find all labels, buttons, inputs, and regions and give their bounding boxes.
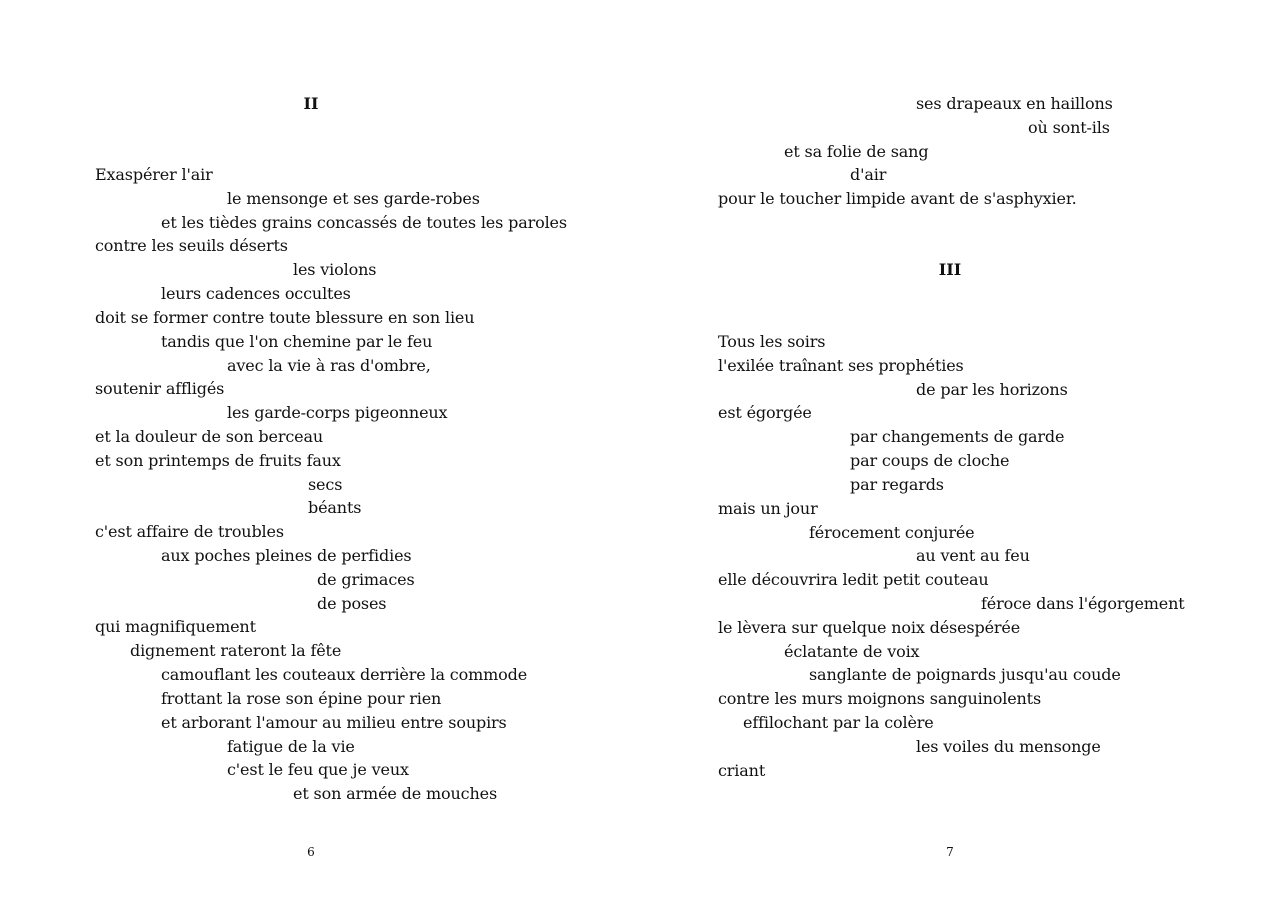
- page-number: 6: [307, 845, 315, 859]
- poem-line: est égorgée: [718, 403, 812, 423]
- poem-line: soutenir affligés: [95, 379, 225, 399]
- poem-line: les voiles du mensonge: [916, 736, 1101, 756]
- poem-line: criant: [718, 760, 766, 780]
- poem-stanza-left: [95, 163, 567, 806]
- poem-line: éclatante de voix: [784, 641, 920, 661]
- poem-line: effilochant par la colère: [743, 713, 934, 732]
- poem-line: où sont-ils: [1028, 117, 1110, 137]
- left-page: [0, 0, 638, 913]
- poem-line: et sa folie de sang: [784, 141, 929, 161]
- poem-line: et les tièdes grains concassés de toutes les paroles: [161, 212, 567, 232]
- poem-line: c'est le feu que je veux: [227, 760, 409, 780]
- poem-line: avec la vie à ras d'ombre,: [227, 355, 431, 375]
- section-heading-iii: III: [938, 260, 962, 279]
- poem-line: au vent au feu: [916, 546, 1030, 566]
- section-heading-ii: II: [303, 94, 319, 113]
- poem-line: tandis que l'on chemine par le feu: [161, 331, 433, 351]
- poem-line: de poses: [317, 593, 387, 613]
- poem-line: contre les murs moignons sanguinolents: [718, 689, 1042, 709]
- poem-line: dignement rateront la fête: [130, 641, 342, 661]
- poem-stanza-right: [718, 330, 1185, 782]
- poem-line: frottant la rose son épine pour rien: [161, 688, 442, 708]
- poem-line: le lèvera sur quelque noix désespérée: [718, 617, 1021, 637]
- poem-line: camouflant les couteaux derrière la commode: [161, 665, 528, 685]
- poem-line: sanglante de poignards jusqu'au coude: [809, 665, 1121, 685]
- poem-line: secs: [308, 474, 343, 494]
- poem-line: de par les horizons: [916, 379, 1068, 399]
- poem-line: les garde-corps pigeonneux: [227, 403, 448, 423]
- poem-line: aux poches pleines de perfidies: [161, 546, 412, 565]
- poem-line: pour le toucher limpide avant de s'asphyxier.: [718, 189, 1077, 209]
- poem-line: d'air: [850, 165, 887, 185]
- poem-line: par changements de garde: [850, 427, 1065, 447]
- poem-line: par regards: [850, 474, 944, 494]
- poem-line: ses drapeaux en haillons: [916, 94, 1113, 113]
- page-number: 7: [946, 845, 954, 859]
- poem-line: fatigue de la vie: [227, 736, 355, 756]
- poem-line: férocement conjurée: [809, 522, 975, 542]
- poem-line: par coups de cloche: [850, 451, 1010, 471]
- poem-line: béants: [308, 498, 362, 518]
- poem-line: le mensonge et ses garde-robes: [227, 188, 480, 208]
- poem-line: et son printemps de fruits faux: [95, 450, 341, 470]
- poem-line: doit se former contre toute blessure en son lieu: [95, 307, 475, 327]
- poem-line: et arborant l'amour au milieu entre soupirs: [161, 712, 507, 732]
- poem-line: c'est affaire de troubles: [95, 522, 284, 542]
- poem-line: qui magnifiquement: [95, 617, 256, 637]
- right-page: [638, 0, 1276, 913]
- poem-line: les violons: [293, 260, 377, 280]
- poem-line: et la douleur de son berceau: [95, 426, 323, 446]
- poem-line: elle découvrira ledit petit couteau: [718, 570, 989, 590]
- poem-line: leurs cadences occultes: [161, 284, 351, 304]
- poem-line: contre les seuils déserts: [95, 236, 288, 256]
- poem-line: l'exilée traînant ses prophéties: [718, 355, 964, 375]
- poem-stanza-continued: [718, 92, 1113, 211]
- poem-line: de grimaces: [317, 569, 415, 589]
- poem-line: Tous les soirs: [718, 332, 826, 351]
- poem-line: mais un jour: [718, 498, 818, 518]
- poem-line: Exaspérer l'air: [95, 165, 213, 184]
- poem-line: féroce dans l'égorgement: [981, 593, 1185, 613]
- poem-line: et son armée de mouches: [293, 784, 498, 804]
